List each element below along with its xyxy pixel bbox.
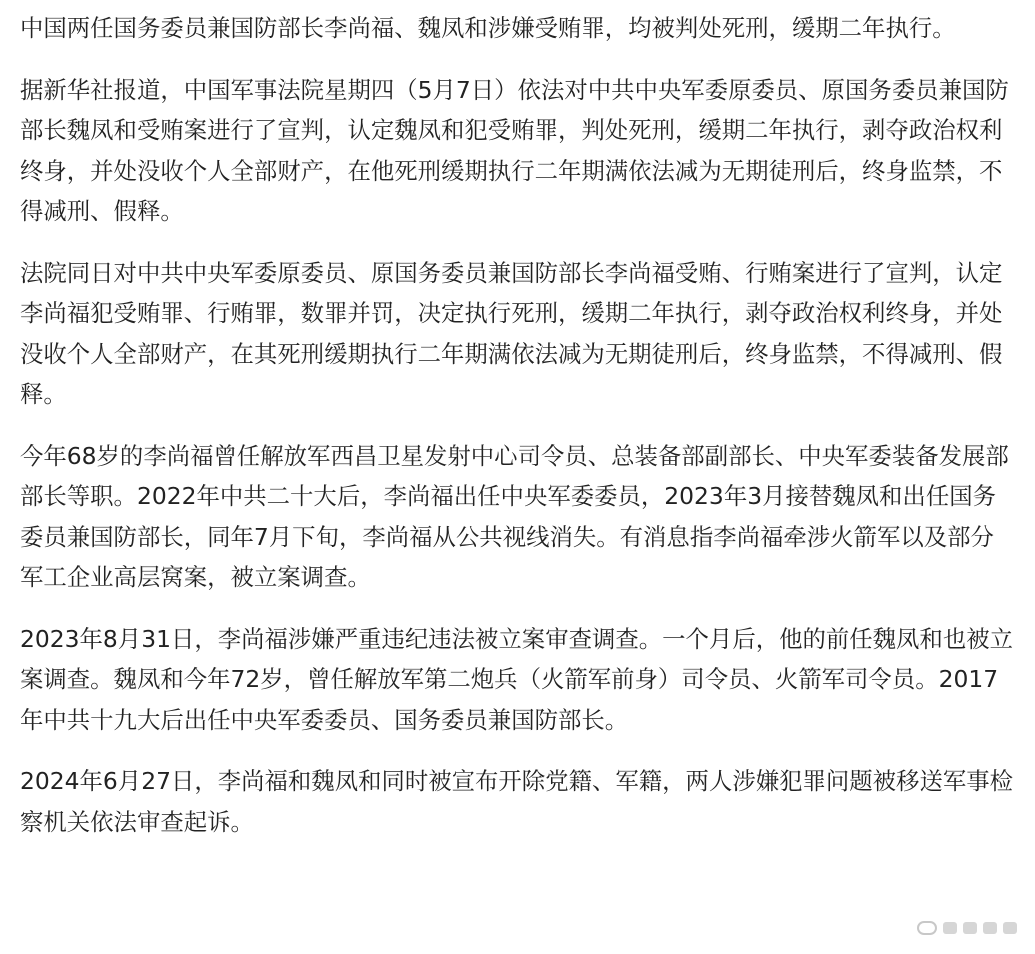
watermark-bar-icon — [943, 922, 957, 934]
watermark-bar-icon — [963, 922, 977, 934]
watermark-logo — [909, 914, 1025, 942]
article-paragraph: 中国两任国务委员兼国防部长李尚福、魏凤和涉嫌受贿罪，均被判处死刑，缓期二年执行。 — [20, 14, 956, 42]
article-paragraph: 法院同日对中共中央军委原委员、原国务委员兼国防部长李尚福受贿、行贿案进行了宣判，认定李尚福犯受贿罪、行贿罪，数罪并罚，决定执行死刑，缓期二年执行，剥夺政治权利终身，并处没收个人全部财产，在其死刑缓期执行二年期满依法减为无期徒刑后，终身监禁，不得减刑、假释。 — [20, 258, 1003, 408]
watermark-bar-icon — [983, 922, 997, 934]
article-paragraph: 2023年8月31日，李尚福涉嫌严重违纪违法被立案审查调查。一个月后，他的前任魏凤和也被立案调查。魏凤和今年72岁，曾任解放军第二炮兵（火箭军前身）司令员、火箭军司令员。2017年中共十九大后出任中央军委委员、国务委员兼国防部长。 — [20, 624, 1014, 734]
article-paragraph: 据新华社报道，中国军事法院星期四（5月7日）依法对中共中央军委原委员、原国务委员兼国防部长魏凤和受贿案进行了宣判，认定魏凤和犯受贿罪，判处死刑，缓期二年执行，剥夺政治权利终身，并处没收个人全部财产，在他死刑缓期执行二年期满依法减为无期徒刑后，终身监禁，不得减刑、假释。 — [20, 75, 1009, 225]
article-paragraph: 2024年6月27日，李尚福和魏凤和同时被宣布开除党籍、军籍，两人涉嫌犯罪问题被移送军事检察机关依法审查起诉。 — [20, 767, 1014, 836]
watermark-bar-icon — [1003, 922, 1017, 934]
article-body — [20, 8, 1015, 863]
watermark-mark-icon — [917, 921, 937, 935]
article-paragraph: 今年68岁的李尚福曾任解放军西昌卫星发射中心司令员、总装备部副部长、中央军委装备发展部部长等职。2022年中共二十大后，李尚福出任中央军委委员，2023年3月接替魏凤和出任国务委员兼国防部长，同年7月下旬，李尚福从公共视线消失。有消息指李尚福牵涉火箭军以及部分军工企业高层窝案，被立案调查。 — [20, 441, 1009, 591]
